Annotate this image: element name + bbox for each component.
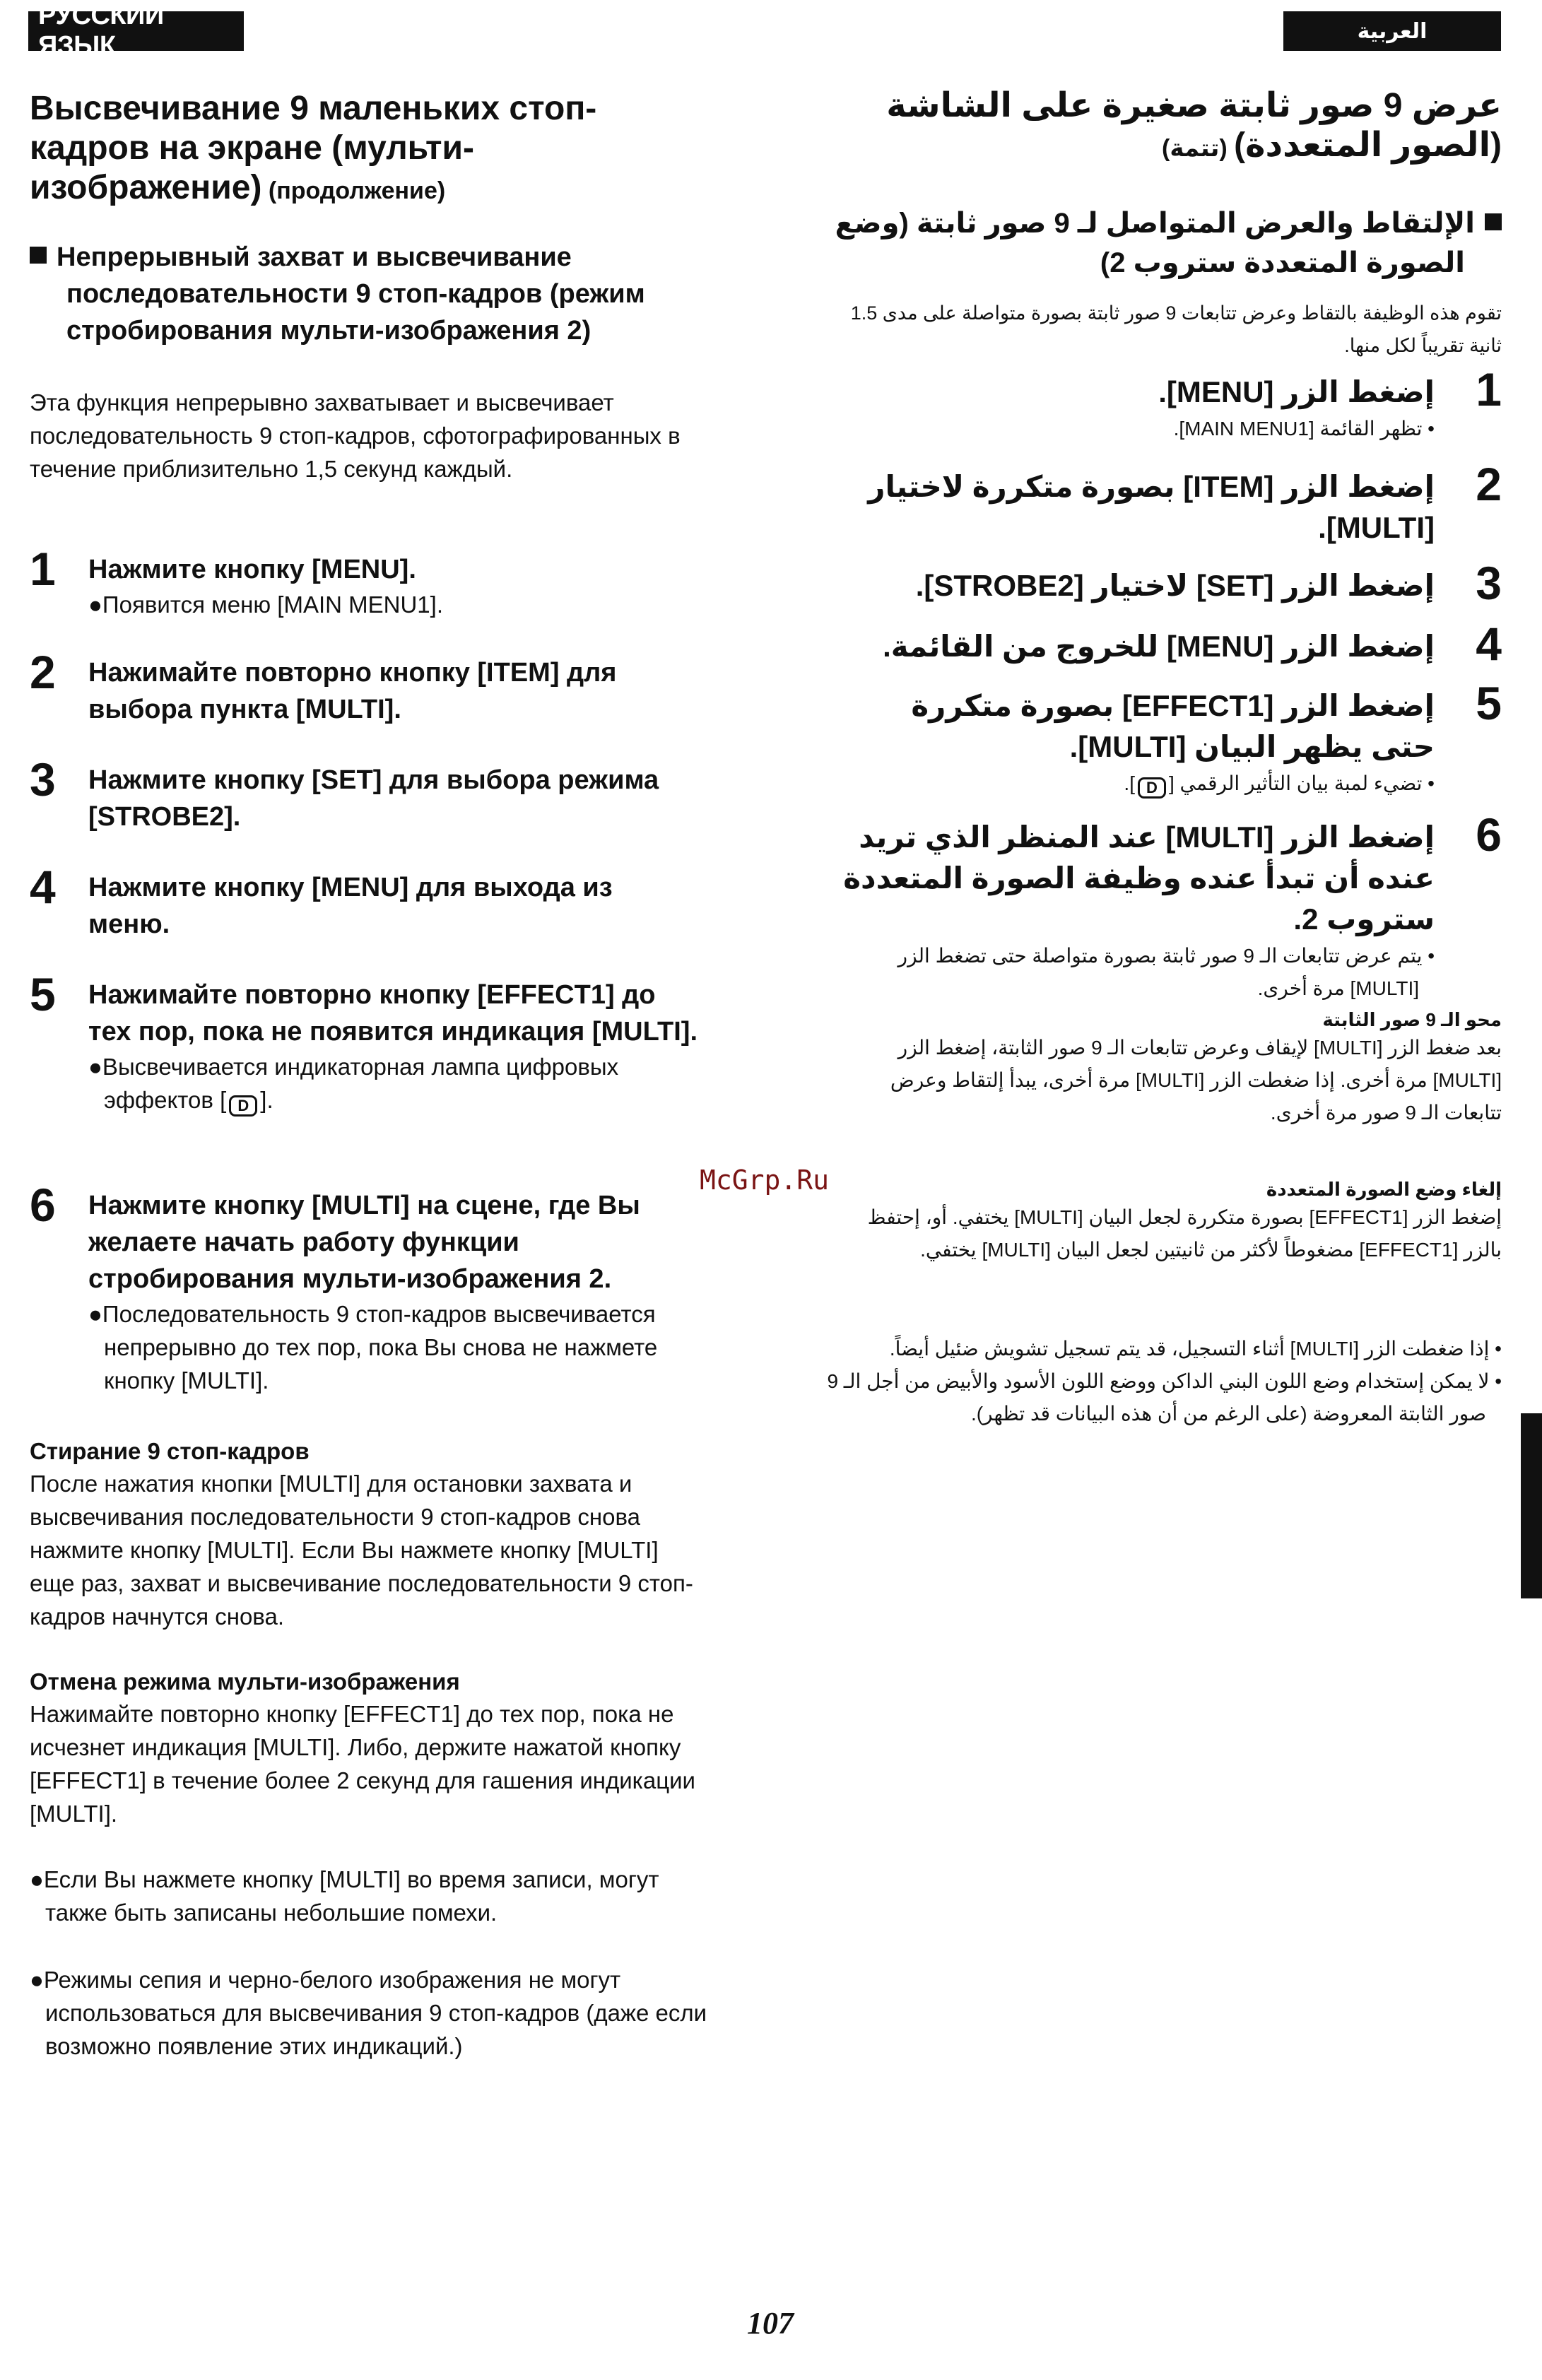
step-number: 6 <box>1476 808 1502 861</box>
square-bullet-icon <box>30 247 47 264</box>
step-text: Нажимайте повторно кнопку [ITEM] для выбора пункта [MULTI]. <box>88 658 617 724</box>
step-note: ●Высвечивается индикаторная лампа цифровых эффектов [ D ]. <box>88 1050 701 1117</box>
square-bullet-icon <box>1485 213 1502 230</box>
step-1 <box>30 543 701 621</box>
step-number: 6 <box>30 1179 56 1231</box>
watermark: McGrp.Ru <box>700 1165 830 1196</box>
step-2 <box>30 646 701 728</box>
step-note: ●Последовательность 9 стоп-кадров высвечивается непрерывно до тех пор, пока Вы снова не нажмете кнопку [MULTI]. <box>88 1301 658 1394</box>
step-number: 1 <box>1476 363 1502 416</box>
step-text: إضغط الزر [MULTI] عند المنظر الذي تريد عنده أن تبدأ عنده وظيفة الصورة المتعددة ستروب 2. <box>843 820 1435 936</box>
note-1-arabic: • إذا ضغطت الزر [MULTI] أثناء التسجيل، قد يتم تسجيل تشويش ضئيل أيضاً. <box>889 1338 1502 1360</box>
erase-text-arabic: بعد ضغط الزر [MULTI] لإيقاف وعرض تتابعات الـ 9 صور الثابتة، إضغط الزر [MULTI] مرة أخرى. إذا ضغطت الزر [MULTI] مرة أخرى، يبدأ إلتقاط وعرض تتابعات الـ 9 صور مرة أخرى. <box>890 1037 1502 1124</box>
step-note: • تظهر القائمة [MAIN MENU1]. <box>1173 418 1435 440</box>
step-number: 2 <box>30 646 56 698</box>
intro-text: Эта функция непрерывно захватывает и высвечивает последовательность 9 стоп-кадров, сфотографированных в течение приблизительно 1,5 секунд каждый. <box>30 389 681 482</box>
step-4-arabic <box>841 618 1502 670</box>
step-text: Нажимайте повторно кнопку [EFFECT1] до тех пор, пока не появится индикация [MULTI]. <box>88 980 698 1047</box>
step-text: Нажмите кнопку [MULTI] на сцене, где Вы желаете начать работу функции стробирования мульти-изображения 2. <box>88 1191 640 1294</box>
step-text: Нажмите кнопку [SET] для выбора режима [STROBE2]. <box>88 765 659 832</box>
digital-effect-d-icon: D <box>229 1095 257 1117</box>
step-3 <box>30 753 701 835</box>
step-number: 5 <box>30 968 56 1020</box>
digital-effect-d-icon: D <box>1138 777 1166 799</box>
step-note: • تضيء لمبة بيان التأثير الرقمي [D]. <box>841 767 1435 800</box>
step-number: 4 <box>30 861 56 913</box>
cancel-heading-arabic: إلغاء وضع الصورة المتعددة <box>1266 1179 1502 1200</box>
section-marker-bar <box>1521 1413 1542 1598</box>
note-2-arabic: • لا يمكن إستخدام وضع اللون البني الداكن ووضع اللون الأسود والأبيض من أجل الـ 9 صور الثابتة المعروضة (على الرغم من أن هذه البيانات قد تظهر). <box>827 1370 1502 1425</box>
cancel-text-arabic: إضغط الزر [EFFECT1] بصورة متكررة لجعل البيان [MULTI] يختفي. أو، إحتفظ بالزر [EFFECT1] مضغوطاً لأكثر من ثانيتين لجعل البيان [MULTI] يختفي. <box>867 1206 1502 1261</box>
section-heading-arabic: الإلتقاط والعرض المتواصل لـ 9 صور ثابتة (وضع الصورة المتعددة ستروب 2) <box>804 204 1502 283</box>
erase-heading-arabic: محو الـ 9 صور الثابتة <box>1322 1009 1502 1030</box>
step-text: إضغط الزر [MENU] للخروج من القائمة. <box>883 630 1435 663</box>
step-text: Нажмите кнопку [MENU]. <box>88 555 416 584</box>
step-5-arabic <box>841 677 1502 800</box>
title-suffix: (продолжение) <box>261 177 446 204</box>
intro-text-arabic: تقوم هذه الوظيفة بالتقاط وعرض تتابعات 9 صور ثابتة بصورة متواصلة على مدى 1.5 ثانية تقريباً لكل منها. <box>850 302 1502 356</box>
language-tab-arabic: العربية <box>1283 11 1501 51</box>
step-number: 1 <box>30 543 56 595</box>
step-text: إضغط الزر [SET] لاختيار [STROBE2]. <box>915 569 1435 602</box>
step-number: 2 <box>1476 458 1502 510</box>
page-title: Высвечивание 9 маленьких стоп-кадров на экране (мульти-изображение) (продолжение) <box>30 90 597 206</box>
step-number: 3 <box>1476 557 1502 609</box>
step-text: إضغط الزر [MENU]. <box>1158 375 1435 408</box>
erase-text: После нажатия кнопки [MULTI] для остановки захвата и высвечивания последовательности 9 стоп-кадров снова нажмите кнопку [MULTI]. Если Вы нажмете кнопку [MULTI] еще раз, захват и высвечивание последовательности 9 стоп-кадров начнутся снова. <box>30 1471 693 1630</box>
step-3-arabic <box>841 557 1502 609</box>
step-6 <box>30 1179 701 1397</box>
step-number: 4 <box>1476 618 1502 670</box>
step-6-arabic <box>841 808 1502 1005</box>
step-note: • يتم عرض تتابعات الـ 9 صور ثابتة بصورة متواصلة حتى تضغط الزر [MULTI] مرة أخرى. <box>897 945 1435 999</box>
language-tab-russian: РУССКИЙ ЯЗЫК <box>28 11 244 51</box>
step-5 <box>30 968 701 1117</box>
title-suffix-arabic: (تتمة) <box>1162 135 1235 162</box>
note-1: ●Если Вы нажмете кнопку [MULTI] во время записи, могут также быть записаны небольшие помехи. <box>30 1866 659 1926</box>
section-heading: Непрерывный захват и высвечивание последовательности 9 стоп-кадров (режим стробирования мульти-изображения 2) <box>30 239 738 349</box>
step-1-arabic <box>841 363 1502 445</box>
step-number: 5 <box>1476 677 1502 729</box>
step-text: إضغط الزر [ITEM] بصورة متكررة لاختيار [MULTI]. <box>868 470 1435 544</box>
cancel-text: Нажимайте повторно кнопку [EFFECT1] до тех пор, пока не исчезнет индикация [MULTI]. Либо, держите нажатой кнопку [EFFECT1] в течение более 2 секунд для гашения индикации [MULTI]. <box>30 1701 695 1827</box>
step-text: إضغط الزر [EFFECT1] بصورة متكررة حتى يظهر البيان [MULTI]. <box>911 689 1435 763</box>
note-2: ●Режимы сепия и черно-белого изображения не могут использоваться для высвечивания 9 стоп-кадров (даже если возможно появление этих индикаций.) <box>30 1967 707 2059</box>
page-number: 107 <box>747 2306 794 2340</box>
step-4 <box>30 861 701 943</box>
erase-heading: Стирание 9 стоп-кадров <box>30 1438 310 1464</box>
step-2-arabic <box>841 458 1502 548</box>
step-number: 3 <box>30 753 56 806</box>
step-text: Нажмите кнопку [MENU] для выхода из меню. <box>88 873 613 939</box>
cancel-heading: Отмена режима мульти-изображения <box>30 1668 460 1695</box>
step-note: ●Появится меню [MAIN MENU1]. <box>88 591 443 618</box>
page-title-arabic: عرض 9 صور ثابتة صغيرة على الشاشة (الصور المتعددة) (تتمة) <box>886 87 1502 164</box>
